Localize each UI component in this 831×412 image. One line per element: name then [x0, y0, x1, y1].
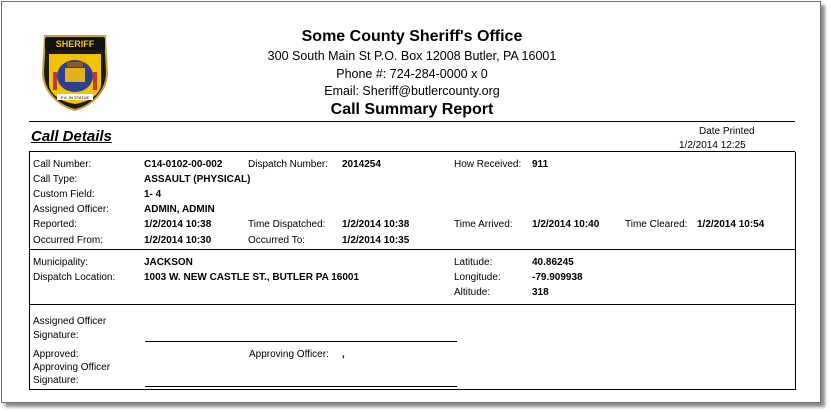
call-type-value: ASSAULT (PHYSICAL) — [144, 174, 251, 185]
assigned-officer-label: Assigned Officer: — [33, 204, 109, 215]
reported-label: Reported: — [33, 219, 77, 230]
longitude-label: Longitude: — [454, 272, 501, 283]
approving-officer-signature-line — [145, 386, 457, 387]
svg-text:SHERIFF: SHERIFF — [55, 39, 95, 49]
org-phone: Phone #: 724-284-0000 x 0 — [336, 67, 488, 81]
altitude-label: Altitude: — [454, 287, 491, 298]
longitude-value: -79.909938 — [532, 272, 583, 283]
occurred-to-value: 1/2/2014 10:35 — [342, 235, 410, 246]
dispatch-number-label: Dispatch Number: — [248, 159, 329, 170]
report-page — [1, 1, 821, 403]
location-box — [29, 250, 796, 305]
signatures-box — [29, 305, 796, 390]
section-title: Call Details — [31, 128, 112, 145]
svg-text:P.A. IN STATUE: P.A. IN STATUE — [60, 95, 90, 100]
date-printed-value: 1/2/2014 12:25 — [679, 140, 746, 151]
time-dispatched-value: 1/2/2014 10:38 — [342, 219, 410, 230]
assigned-officer-sig-label: Assigned Officer — [33, 316, 107, 327]
reported-value: 1/2/2014 10:38 — [144, 219, 212, 230]
how-received-label: How Received: — [454, 159, 522, 170]
org-email: Email: Sheriff@butlercounty.org — [324, 84, 500, 98]
approving-officer-sig-label: Approving Officer — [33, 362, 111, 373]
header-divider — [29, 121, 795, 122]
municipality-value: JACKSON — [144, 257, 193, 268]
custom-field-value: 1- 4 — [144, 189, 162, 200]
dispatch-number-value: 2014254 — [342, 159, 381, 170]
sheriff-badge-logo — [39, 32, 111, 112]
custom-field-label: Custom Field: — [33, 189, 95, 200]
assigned-officer-value: ADMIN, ADMIN — [144, 204, 215, 215]
org-address: 300 South Main St P.O. Box 12008 Butler, PA 16001 — [267, 49, 557, 63]
time-cleared-label: Time Cleared: — [625, 219, 688, 230]
occurred-from-value: 1/2/2014 10:30 — [144, 235, 212, 246]
date-printed-label: Date Printed — [699, 126, 755, 137]
approving-signature-label: Signature: — [33, 375, 79, 386]
assigned-officer-signature-line — [145, 341, 457, 342]
time-arrived-label: Time Arrived: — [454, 219, 513, 230]
dispatch-location-value: 1003 W. NEW CASTLE ST., BUTLER PA 16001 — [144, 272, 360, 283]
approving-officer-label: Approving Officer: — [249, 349, 329, 360]
call-type-label: Call Type: — [33, 174, 78, 185]
report-title: Call Summary Report — [330, 101, 494, 118]
occurred-to-label: Occurred To: — [248, 235, 306, 246]
altitude-value: 318 — [532, 287, 549, 298]
call-number-value: C14-0102-00-002 — [144, 159, 223, 170]
approved-label: Approved: — [33, 349, 79, 360]
dispatch-location-label: Dispatch Location: — [33, 272, 116, 283]
latitude-label: Latitude: — [454, 257, 493, 268]
municipality-label: Municipality: — [33, 257, 89, 268]
call-number-label: Call Number: — [33, 159, 92, 170]
approving-officer-value: , — [342, 349, 345, 360]
signature-label: Signature: — [33, 330, 79, 341]
call-details-box — [29, 152, 796, 250]
time-dispatched-label: Time Dispatched: — [248, 219, 326, 230]
org-name: Some County Sheriff's Office — [301, 28, 523, 45]
occurred-from-label: Occurred From: — [33, 235, 104, 246]
how-received-value: 911 — [532, 159, 549, 170]
time-arrived-value: 1/2/2014 10:40 — [532, 219, 600, 230]
time-cleared-value: 1/2/2014 10:54 — [697, 219, 765, 230]
latitude-value: 40.86245 — [532, 257, 574, 268]
